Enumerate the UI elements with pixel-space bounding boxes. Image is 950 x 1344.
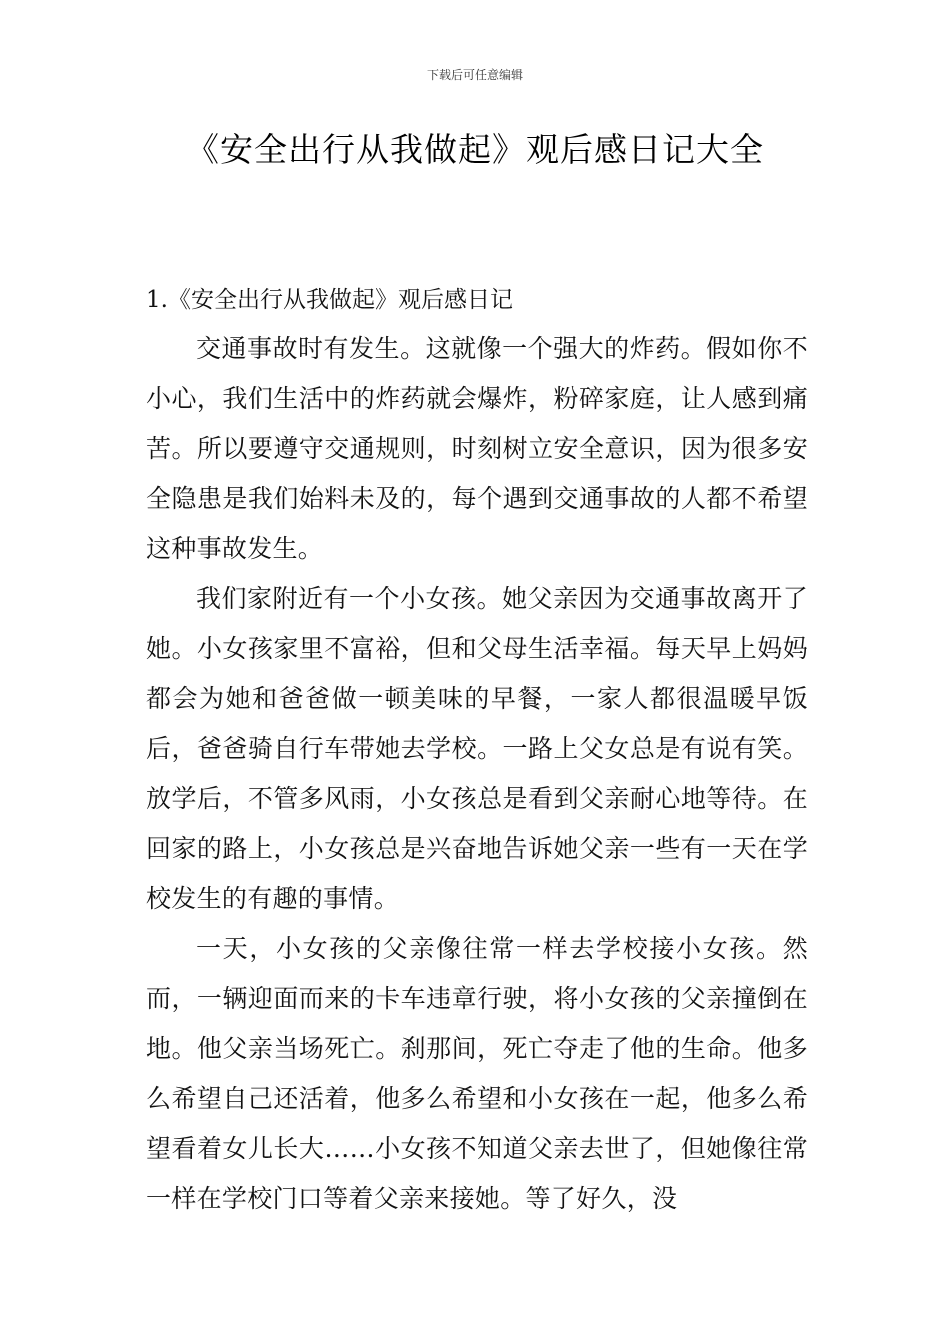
paragraph-3: 一天，小女孩的父亲像往常一样去学校接小女孩。然而，一辆迎面而来的卡车违章行驶，将小女孩的父亲撞倒在地。他父亲当场死亡。刹那间，死亡夺走了他的生命。他多么希望自己还活着，他多么希望和小女孩在一起，他多么希望看着女儿长大……小女孩不知道父亲去世了，但她像往常一样在学校门口等着父亲来接她。等了好久，没 [146,934,808,1213]
body-text [146,324,808,1224]
paragraph-1: 交通事故时有发生。这就像一个强大的炸药。假如你不小心，我们生活中的炸药就会爆炸，粉碎家庭，让人感到痛苦。所以要遵守交通规则，时刻树立安全意识，因为很多安全隐患是我们始料未及的，每个遇到交通事故的人都不希望这种事故发生。 [146,334,808,563]
header-note: 下载后可任意编辑 [426,68,523,82]
section-heading: 1.《安全出行从我做起》观后感日记 [146,287,513,313]
document-title: 《安全出行从我做起》观后感日记大全 [186,130,764,169]
paragraph-2: 我们家附近有一个小女孩。她父亲因为交通事故离开了她。小女孩家里不富裕，但和父母生活幸福。每天早上妈妈都会为她和爸爸做一顿美味的早餐，一家人都很温暖早饭后，爸爸骑自行车带她去学校。一路上父女总是有说有笑。放学后，不管多风雨，小女孩总是看到父亲耐心地等待。在回家的路上，小女孩总是兴奋地告诉她父亲一些有一天在学校发生的有趣的事情。 [146,584,808,913]
